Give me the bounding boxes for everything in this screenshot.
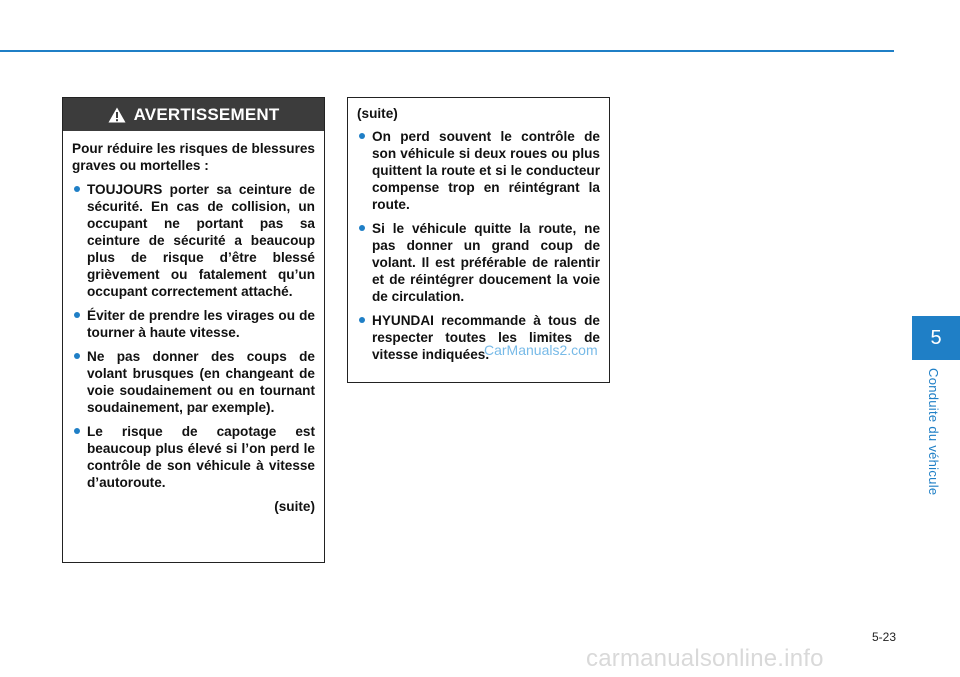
warning-bullet-list (72, 181, 315, 491)
continued-body (348, 98, 609, 363)
continued-box (347, 97, 610, 383)
watermark-text: CarManuals2.com (484, 342, 598, 358)
warning-intro: Pour réduire les risques de blessures graves ou mortelles : (72, 141, 315, 173)
top-rule (0, 50, 894, 52)
continued-bullet: HYUNDAI recommande à tous de respecter toutes les limites de vitesse indiquées. (357, 312, 600, 363)
continued-bullet-list (357, 128, 600, 363)
footer-watermark: carmanualsonline.info (586, 645, 824, 672)
warning-bullet: TOUJOURS porter sa ceinture de sécurité. En cas de collision, un occupant ne portant pas sa ceinture de sécurité a beaucoup plus de risque d’être blessé grièvement ou fatalement qu’un occupant correctement attaché. (72, 181, 315, 300)
continued-bullet: Si le véhicule quitte la route, ne pas donner un grand coup de volant. Il est préférable de ralentir et de réintégrer doucement la voie de circulation. (357, 220, 600, 305)
continued-bullet: On perd souvent le contrôle de son véhicule si deux roues ou plus quittent la route et si le conducteur compense trop en réintégrant la route. (357, 128, 600, 213)
warning-triangle-icon (108, 107, 126, 123)
chapter-title: Conduite du véhicule (926, 368, 941, 496)
warning-body (63, 131, 324, 515)
chapter-tab[interactable] (912, 316, 960, 360)
page-number: 5-23 (871, 630, 896, 644)
warning-bullet: Le risque de capotage est beaucoup plus élevé si l’on perd le contrôle de son véhicule à vitesse d’autoroute. (72, 423, 315, 491)
warning-bullet: Ne pas donner des coups de volant brusques (en changeant de voie soudainement ou en tournant soudainement, par exemple). (72, 348, 315, 416)
warning-title: AVERTISSEMENT (133, 104, 280, 124)
continued-label: (suite) (274, 499, 315, 514)
warning-header (63, 98, 324, 131)
chapter-number: 5 (930, 326, 942, 349)
continued-heading: (suite) (357, 106, 398, 121)
warning-box (62, 97, 325, 563)
warning-bullet: Éviter de prendre les virages ou de tourner à haute vitesse. (72, 307, 315, 341)
